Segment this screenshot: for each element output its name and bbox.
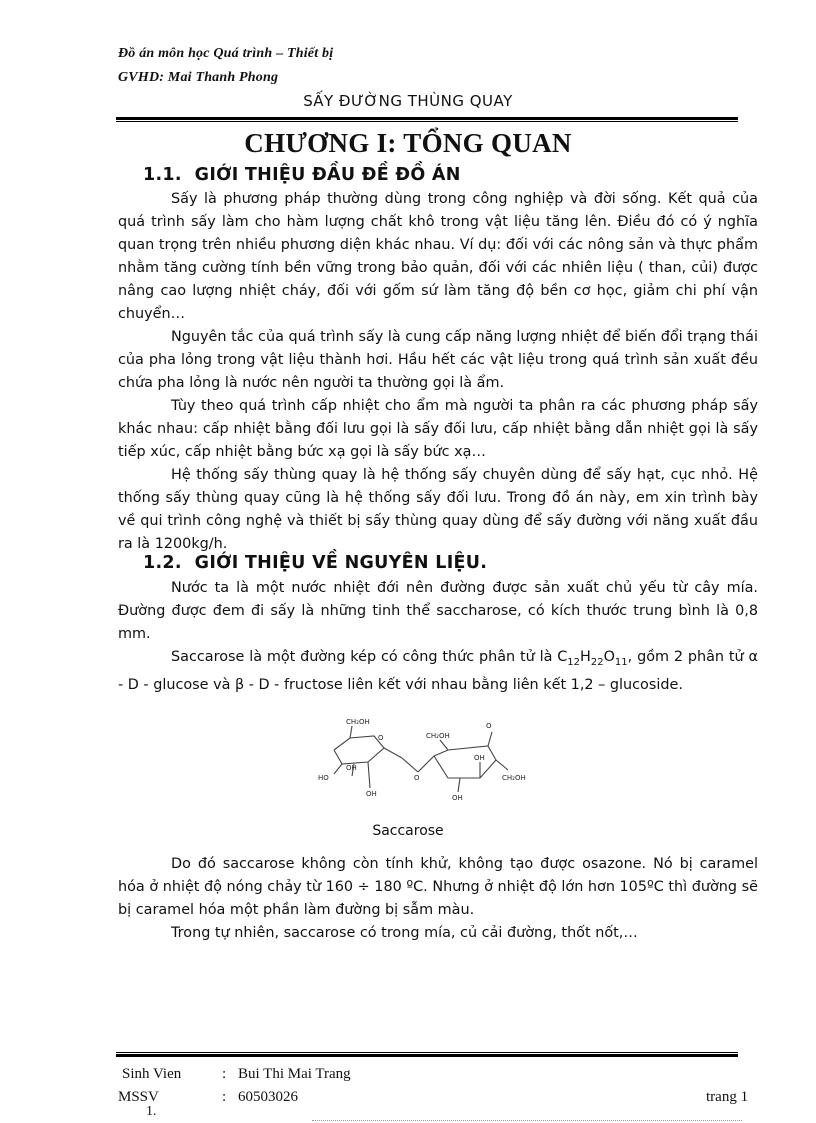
paragraph: Sấy là phương pháp thường dùng trong công nghiệp và đời sống. Kết quả của quá trình sấy làm cho hàm lượng chất khô trong vật liệu tăng lên. Điều đó có ý nghĩa quan trọng trên nhiều phương diện khác nhau. Ví dụ: đối với các nông sản và thực phẩm nhằm tăng cường tính bền vững trong bảo quản, đối với các nhiên liệu ( than, củi) được nâng cao lượng nhiệt cháy, đối với gốm sứ làm tăng độ bền cơ học, giảm chi phí vận chuyển…: [118, 191, 758, 322]
figure-caption: Saccarose: [372, 823, 444, 839]
section-1-2-body: [118, 577, 758, 697]
footer-rule: [116, 1052, 738, 1057]
section-heading-1-2: [143, 553, 487, 573]
oh-label: OH: [452, 794, 463, 802]
footer-dotted-line: [312, 1120, 742, 1121]
paragraph: Tùy theo quá trình cấp nhiệt cho ẩm mà người ta phân ra các phương pháp sấy khác nhau: cấp nhiệt bằng đối lưu gọi là sấy đối lưu, cấp nhiệt bằng dẫn nhiệt gọi là sấy tiếp xúc, cấp nhiệt bằng bức xạ gọi là sấy bức xạ…: [118, 398, 758, 460]
list-number: 1.: [146, 1104, 157, 1119]
ho-label: HO: [318, 774, 329, 782]
section-1-1-body: [118, 188, 758, 556]
student-label: Sinh Vien: [122, 1066, 182, 1082]
header-course: Đồ án môn học Quá trình – Thiết bị: [118, 46, 334, 61]
section-1-2-body-continued: [118, 853, 758, 945]
formula-paragraph: Saccarose là một đường kép có công thức phân tử là $C_{12}H_{22}O_{11}$, gồm 2 phân tử α - D - glucose và β - D - fructose liên kết với nhau bằng liên kết 1,2 – glucoside.: [118, 649, 758, 693]
page-number: trang 1: [706, 1089, 749, 1105]
saccarose-structure-diagram: [312, 712, 528, 808]
section-number: 1.2.: [143, 553, 182, 573]
id-value: 60503026: [238, 1089, 298, 1105]
ch2oh-label-left: CH₂OH: [346, 718, 370, 726]
student-name: Bui Thi Mai Trang: [238, 1066, 351, 1082]
ch2oh-label-right: CH₂OH: [502, 774, 526, 782]
oh-label: OH: [346, 764, 357, 772]
paragraph: Hệ thống sấy thùng quay là hệ thống sấy chuyên dùng để sấy hạt, cục nhỏ. Hệ thống sấy thùng quay cũng là hệ thống sấy đối lưu. Trong đồ án này, em xin trình bày về qui trình công nghệ và thiết bị sấy thùng quay dùng để sấy đường với năng xuất đầu ra là 1200kg/h.: [118, 467, 758, 552]
paragraph: Nguyên tắc của quá trình sấy là cung cấp năng lượng nhiệt để biến đổi trạng thái của pha lỏng trong vật liệu thành hơi. Hầu hết các vật liệu trong quá trình sản xuất đều chứa pha lỏng là nước nên người ta thường gọi là ẩm.: [118, 329, 758, 391]
student-separator: :: [222, 1066, 227, 1082]
id-label: MSSV: [118, 1089, 159, 1105]
oh-label: OH: [366, 790, 377, 798]
paragraph: Nước ta là một nước nhiệt đới nên đường được sản xuất chủ yếu từ cây mía. Đường được đem đi sấy là những tinh thể saccharose, có kích thước trung bình là 0,8 mm.: [118, 580, 758, 642]
header-advisor: GVHD: Mai Thanh Phong: [118, 70, 279, 85]
id-separator: :: [222, 1089, 227, 1105]
section-number: 1.1.: [143, 165, 182, 185]
chapter-title: CHƯƠNG I: TỔNG QUAN: [244, 128, 572, 158]
ring-oxygen-label: O: [486, 722, 492, 730]
section-title: GIỚI THIỆU VỀ NGUYÊN LIỆU.: [194, 553, 488, 573]
section-title: GIỚI THIỆU ĐẦU ĐỀ ĐỒ ÁN: [194, 165, 461, 185]
oh-label: OH: [474, 754, 485, 762]
section-heading-1-1: [143, 165, 461, 185]
header-title: SẤY ĐƯỜNG THÙNG QUAY: [303, 92, 513, 110]
paragraph: Trong tự nhiên, saccarose có trong mía, củ cải đường, thốt nốt,…: [171, 925, 638, 941]
header-rule: [116, 117, 738, 122]
paragraph: Do đó saccarose không còn tính khử, không tạo được osazone. Nó bị caramel hóa ở nhiệt độ nóng chảy từ 160 ÷ 180 ºC. Nhưng ở nhiệt độ lớn hơn 105ºC thì đường sẽ bị caramel hóa một phần làm đường bị sẫm màu.: [118, 856, 758, 918]
ch2oh-label-mid: CH₂OH: [426, 732, 450, 740]
ring-oxygen-label: O: [378, 734, 384, 742]
bridge-oxygen-label: O: [414, 774, 420, 782]
